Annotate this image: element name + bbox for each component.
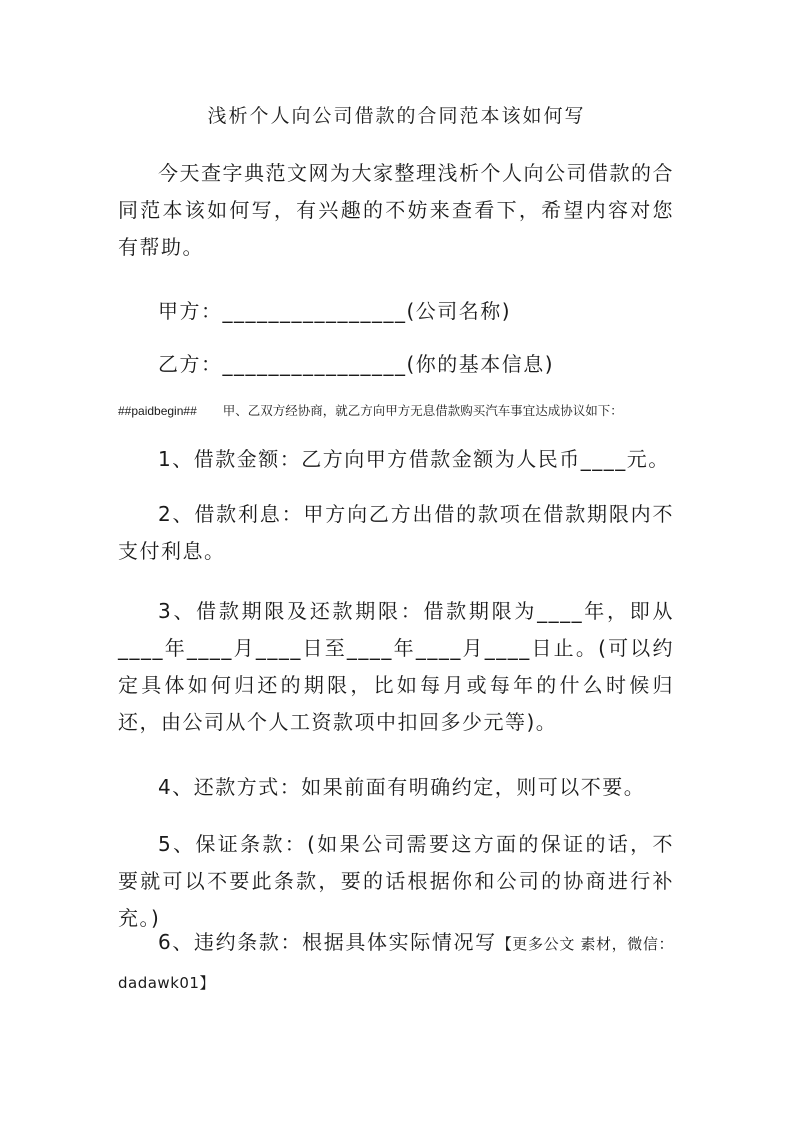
intro-paragraph: 今天查字典范文网为大家整理浅析个人向公司借款的合同范本该如何写，有兴趣的不妨来查看下，希望内容对您有帮助。 [118, 161, 674, 259]
clause-2: 2、借款利息：甲方向乙方出借的款项在借款期限内不支付利息。 [118, 502, 674, 563]
party-a-line: 甲方：________________(公司名称) [158, 299, 512, 323]
document-title: 浅析个人向公司借款的合同范本该如何写 [207, 105, 586, 127]
clause-6 [118, 924, 674, 1002]
party-b-line: 乙方：________________(你的基本信息) [158, 352, 555, 376]
clause-6-text: 6、违约条款：根据具体实际情况写 [158, 930, 497, 954]
clause-1: 1、借款金额：乙方向甲方借款金额为人民币____元。 [158, 447, 670, 471]
clause-6-note: 【更多公文 素材，微信：dadawk01】 [118, 935, 674, 992]
agreement-text: 甲、乙双方经协商，就乙方向甲方无息借款购买汽车事宜达成协议如下： [222, 403, 623, 418]
clause-4: 4、还款方式：如果前面有明确约定，则可以不要。 [158, 775, 646, 799]
paid-marker: ##paidbegin## [118, 404, 197, 418]
clause-3: 3、借款期限及还款期限：借款期限为____年，即从____年____月____日至____年____月____日止。(可以约定具体如何归还的期限，比如每月或每年的什么时候归还，由公司从个人工资款项中扣回多少元等)。 [118, 599, 674, 734]
clause-5: 5、保证条款：(如果公司需要这方面的保证的话，不要就可以不要此条款，要的话根据你和公司的协商进行补充。) [118, 832, 674, 930]
agreement-line [118, 402, 688, 420]
